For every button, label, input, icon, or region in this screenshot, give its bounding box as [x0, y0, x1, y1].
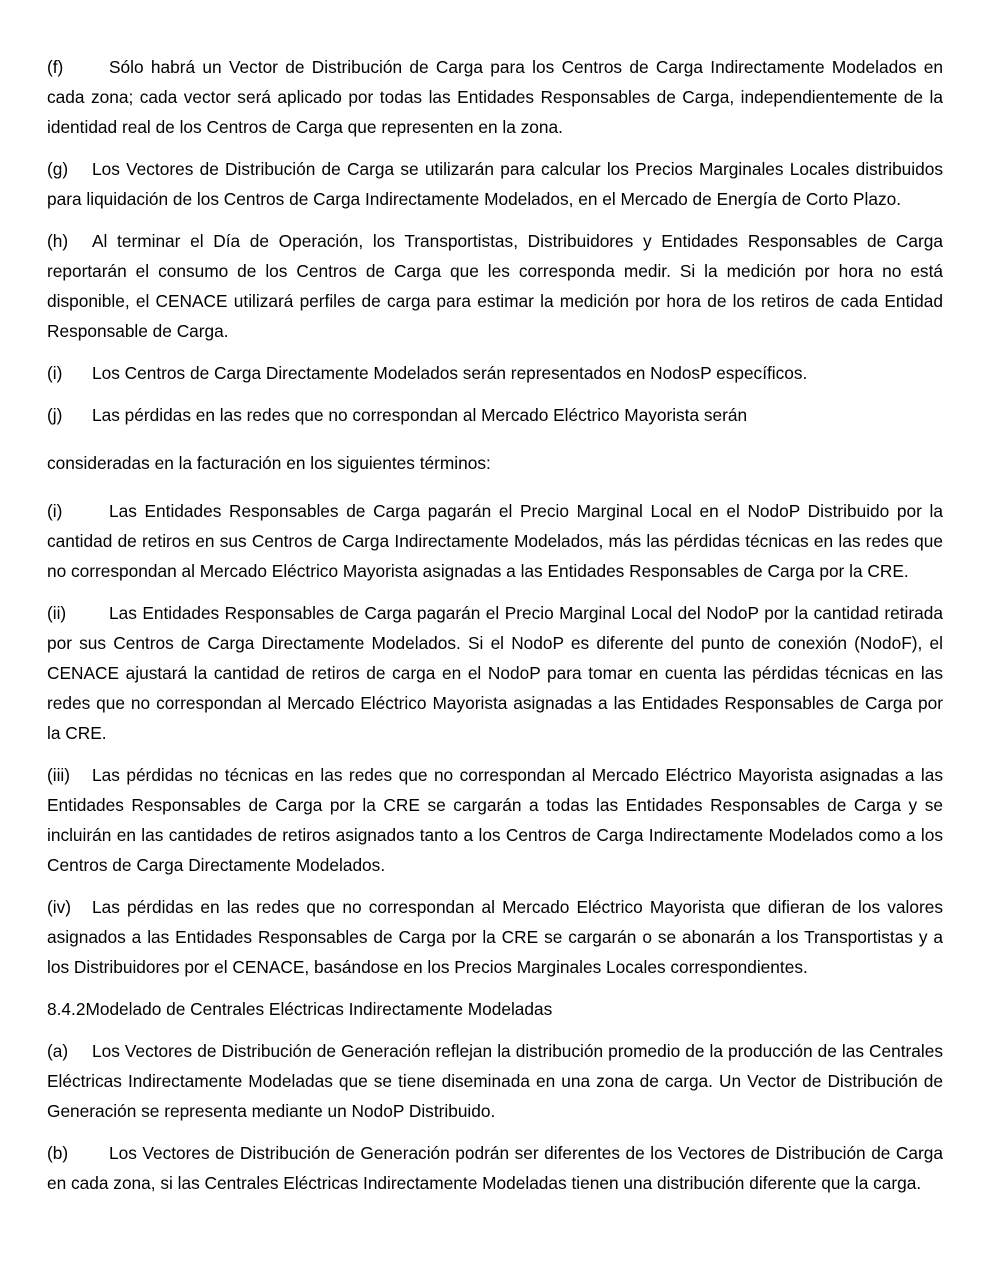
paragraph-a-text: Los Vectores de Distribución de Generación reflejan la distribución promedio de la producción de las Centrales Eléctricas Indirectamente Modeladas que se tiene diseminada en una zona de carga. Un Vector de Distribución de Generación se representa mediante un NodoP Distribuido. [47, 1041, 943, 1121]
list-marker-j-alpha: (j) [47, 405, 63, 425]
list-marker-roman-i: (i) [47, 501, 63, 521]
list-marker-i-alpha: (i) [47, 363, 63, 383]
paragraph-roman-iv-text: Las pérdidas en las redes que no correspondan al Mercado Eléctrico Mayorista que difieran de los valores asignados a las Entidades Responsables de Carga por la CRE se cargarán o se abonarán a los Transportistas y a los Distribuidores por el CENACE, basándose en los Precios Marginales Locales correspondientes. [47, 897, 943, 977]
paragraph-j-alpha [47, 400, 943, 430]
list-marker-roman-ii: (ii) [47, 603, 67, 623]
section-number-8-4-2: 8.4.2 [47, 999, 86, 1019]
paragraph-a [47, 1036, 943, 1126]
paragraph-i-alpha [47, 358, 943, 388]
paragraph-j-alpha-text: Las pérdidas en las redes que no correspondan al Mercado Eléctrico Mayorista serán [92, 405, 748, 425]
section-heading-8-4-2 [47, 994, 943, 1024]
paragraph-b-text: Los Vectores de Distribución de Generación podrán ser diferentes de los Vectores de Distribución de Carga en cada zona, si las Centrales Eléctricas Indirectamente Modeladas tienen una distribución diferente que la carga. [47, 1143, 943, 1193]
list-marker-h: (h) [47, 231, 69, 251]
paragraph-h [47, 226, 943, 346]
paragraph-roman-iii-text: Las pérdidas no técnicas en las redes que no correspondan al Mercado Eléctrico Mayorista asignadas a las Entidades Responsables de Carga por la CRE se cargarán a todas las Entidades Responsables de Carga y se incluirán en las cantidades de retiros asignados tanto a los Centros de Carga Indirectamente Modelados como a los Centros de Carga Directamente Modelados. [47, 765, 943, 875]
paragraph-g [47, 154, 943, 214]
paragraph-roman-ii [47, 598, 943, 748]
section-title-8-4-2: Modelado de Centrales Eléctricas Indirectamente Modeladas [85, 999, 553, 1019]
paragraph-j-continuation-text: consideradas en la facturación en los siguientes términos: [47, 453, 491, 473]
list-marker-roman-iii: (iii) [47, 765, 71, 785]
paragraph-g-text: Los Vectores de Distribución de Carga se utilizarán para calcular los Precios Marginales Locales distribuidos para liquidación de los Centros de Carga Indirectamente Modelados, en el Mercado de Energía de Corto Plazo. [47, 159, 943, 209]
paragraph-i-alpha-text: Los Centros de Carga Directamente Modelados serán representados en NodosP específicos. [92, 363, 808, 383]
paragraph-j-continuation [47, 448, 943, 478]
paragraph-roman-iv [47, 892, 943, 982]
list-marker-a: (a) [47, 1041, 69, 1061]
paragraph-h-text: Al terminar el Día de Operación, los Transportistas, Distribuidores y Entidades Responsables de Carga reportarán el consumo de los Centros de Carga que les corresponda medir. Si la medición por hora no está disponible, el CENACE utilizará perfiles de carga para estimar la medición por hora de los retiros de cada Entidad Responsable de Carga. [47, 231, 943, 341]
list-marker-g: (g) [47, 159, 69, 179]
list-marker-roman-iv: (iv) [47, 897, 71, 917]
paragraph-roman-ii-text: Las Entidades Responsables de Carga pagarán el Precio Marginal Local del NodoP por la cantidad retirada por sus Centros de Carga Directamente Modelados. Si el NodoP es diferente del punto de conexión (NodoF), el CENACE ajustará la cantidad de retiros de carga en el NodoP para tomar en cuenta las pérdidas técnicas en las redes que no correspondan al Mercado Eléctrico Mayorista asignadas a las Entidades Responsables de Carga por la CRE. [47, 603, 943, 743]
list-marker-f: (f) [47, 57, 64, 77]
document-body [47, 52, 943, 1198]
paragraph-b [47, 1138, 943, 1198]
paragraph-roman-i [47, 496, 943, 586]
paragraph-roman-iii [47, 760, 943, 880]
list-marker-b: (b) [47, 1143, 69, 1163]
paragraph-f [47, 52, 943, 142]
paragraph-roman-i-text: Las Entidades Responsables de Carga pagarán el Precio Marginal Local en el NodoP Distribuido por la cantidad de retiros en sus Centros de Carga Indirectamente Modelados, más las pérdidas técnicas en las redes que no correspondan al Mercado Eléctrico Mayorista asignadas a las Entidades Responsables de Carga por la CRE. [47, 501, 943, 581]
paragraph-f-text: Sólo habrá un Vector de Distribución de Carga para los Centros de Carga Indirectamente Modelados en cada zona; cada vector será aplicado por todas las Entidades Responsables de Carga, independientemente de la identidad real de los Centros de Carga que representen en la zona. [47, 57, 943, 137]
